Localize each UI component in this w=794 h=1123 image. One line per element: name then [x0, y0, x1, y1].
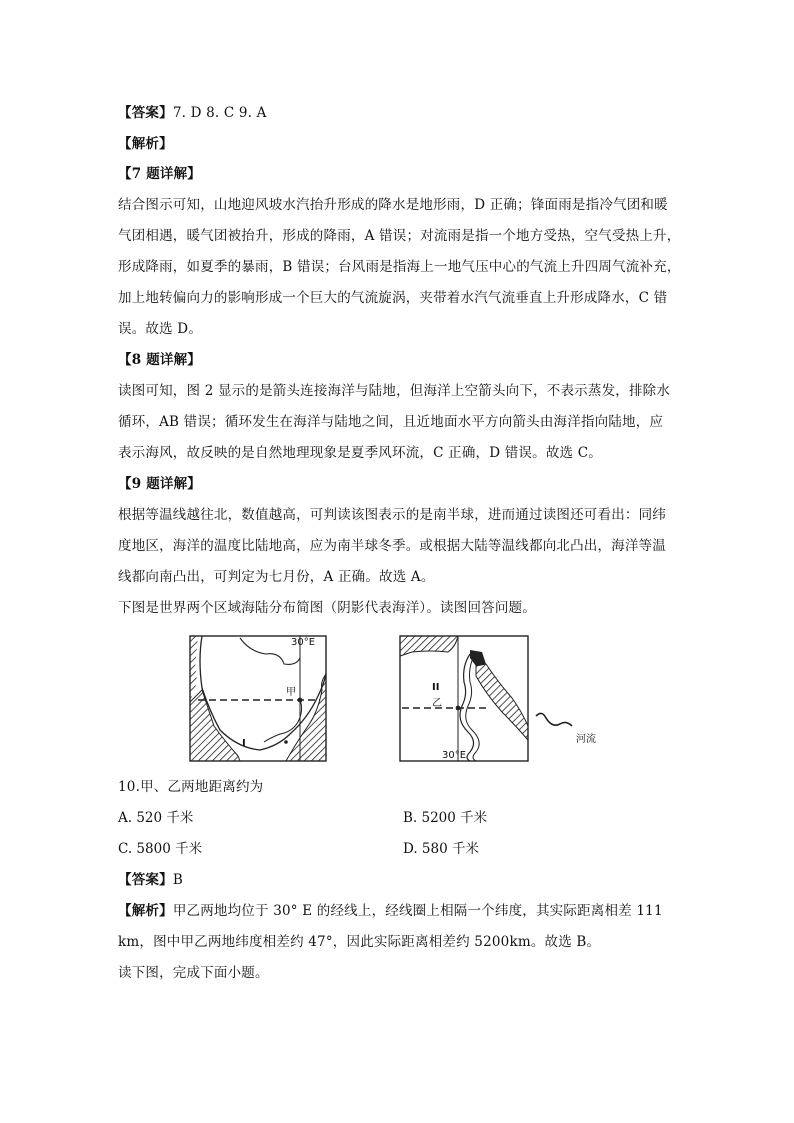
right-map-two-label: II [432, 682, 440, 693]
left-map-point-one [284, 740, 288, 744]
left-map [190, 636, 326, 761]
q9-line-2: 度地区，海洋的温度比陆地高，应为南半球冬季。或根据大陆等温线都向北凸出，海洋等温 [118, 538, 666, 554]
left-map-lon-label: 30°E [291, 637, 316, 648]
figure-intro: 下图是世界两个区域海陆分布简图（阴影代表海洋）。读图回答问题。 [118, 600, 536, 616]
answer2-tag: 【答案】 [118, 872, 173, 888]
q9-line-3: 线都向南凸出，可判定为七月份，A 正确。故选 A。 [118, 569, 435, 585]
q8-line-2: 循环，AB 错误；循环发生在海洋与陆地之间，且近地面水平方向箭头由海洋指向陆地，应 [118, 414, 664, 430]
q9-detail-tag: 【9 题详解】 [118, 476, 201, 492]
legend-river-icon [536, 713, 572, 726]
right-map [400, 636, 528, 761]
q7-line-1: 结合图示可知，山地迎风坡水汽抬升形成的降水是地形雨，D 正确；锋面雨是指冷气团和暖 [118, 197, 668, 213]
q10-option-a: A. 520 千米 [118, 810, 194, 826]
sea-land-maps-figure [180, 630, 610, 770]
q8-line-1: 读图可知，图 2 显示的是箭头连接海洋与陆地，但海洋上空箭头向下，不表示蒸发，排除水 [118, 383, 671, 399]
answer-text: 7. D 8. C 9. A [172, 105, 267, 121]
q7-line-2: 气团相遇，暖气团被抬升，形成的降雨，A 错误；对流雨是指一个地方受热，空气受热上升， [118, 228, 681, 244]
analysis2-text-1: 甲乙两地均位于 30° E 的经线上，经线圈上相隔一个纬度，其实际距离相差 111 [172, 903, 663, 919]
q8-detail-tag: 【8 题详解】 [118, 352, 201, 368]
answer2-text: B [172, 872, 183, 888]
q7-line-4: 加上地转偏向力的影响形成一个巨大的气流旋涡，夹带着水汽气流垂直上升形成降水，C 错 [118, 290, 668, 306]
right-map-point-yi [456, 706, 461, 711]
right-map-lon-label: 30°E [442, 750, 467, 761]
left-map-jia-label: 甲 [286, 687, 296, 698]
right-map-yi-label: 乙 [432, 698, 442, 709]
map-legend [536, 713, 596, 745]
analysis2-line-1 [118, 901, 663, 921]
q7-line-5: 误。故选 D。 [118, 321, 203, 337]
analysis2-tag: 【解析】 [118, 903, 173, 919]
answer-tag: 【答案】 [118, 105, 173, 121]
answer-line-7-9 [118, 103, 267, 123]
analysis2-line-2: km，图中甲乙两地纬度相差约 47°，因此实际距离相差约 5200km。故选 B。 [118, 934, 601, 950]
answer-line-10 [118, 870, 183, 890]
q8-line-3: 表示海风，故反映的是自然地理现象是夏季风环流，C 正确，D 错误。故选 C。 [118, 445, 602, 461]
closing-instruction: 读下图，完成下面小题。 [118, 965, 269, 981]
left-map-one-label: I [242, 738, 246, 749]
q10-option-c: C. 5800 千米 [118, 841, 203, 857]
q9-line-1: 根据等温线越往北，数值越高，可判读该图表示的是南半球，进而通过读图还可看出：同纬 [118, 507, 666, 523]
q10-stem: 10.甲、乙两地距离约为 [118, 779, 264, 795]
legend-river-label: 河流 [576, 734, 596, 745]
q10-option-d: D. 580 千米 [403, 841, 479, 857]
q7-line-3: 形成降雨，如夏季的暴雨，B 错误；台风雨是指海上一地气压中心的气流上升四周气流补充， [118, 259, 681, 275]
q10-option-b: B. 5200 千米 [403, 810, 488, 826]
q7-detail-tag: 【7 题详解】 [118, 166, 201, 182]
left-map-point-jia [298, 698, 303, 703]
analysis-tag: 【解析】 [118, 136, 173, 152]
